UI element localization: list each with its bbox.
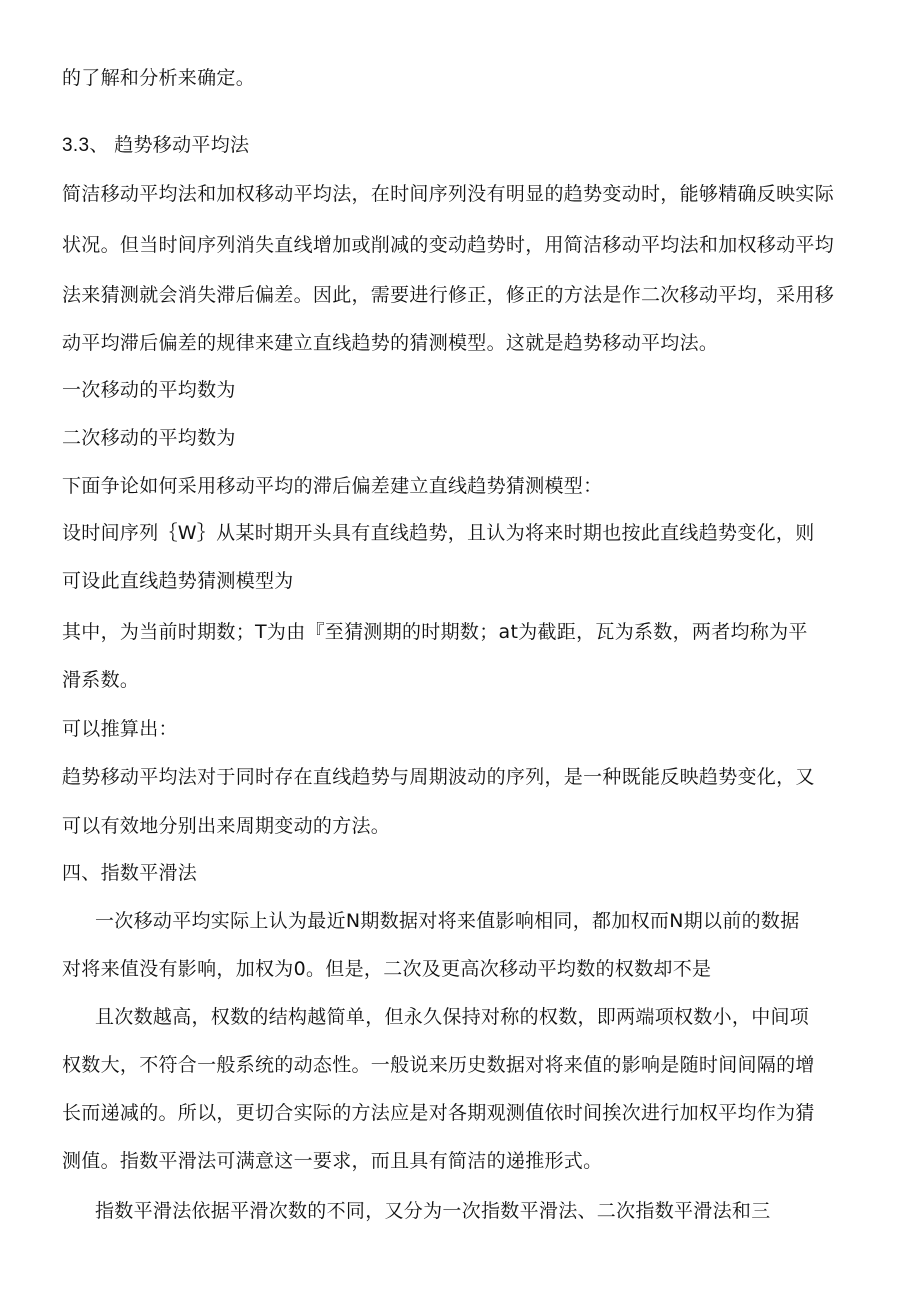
- paragraph-line: 滑系数。: [62, 669, 140, 691]
- paragraph-line: 可以推算出：: [62, 718, 178, 740]
- paragraph-line: 可设此直线趋势猜测模型为: [62, 570, 294, 592]
- paragraph-line: 法来猜测就会消失滞后偏差。因此，需要进行修正，修正的方法是作二次移动平均，采用移: [62, 284, 835, 306]
- paragraph-line: 二次移动的平均数为: [62, 427, 236, 449]
- paragraph-line: 且次数越高，权数的结构越简单，但永久保持对称的权数，即两端项权数小，中间项: [95, 1006, 810, 1028]
- paragraph-line: 趋势移动平均法对于同时存在直线趋势与周期波动的序列，是一种既能反映趋势变化，又: [62, 766, 815, 788]
- paragraph-line: 对将来值没有影响，加权为0。但是，二次及更高次移动平均数的权数却不是: [62, 958, 712, 980]
- paragraph-line: 状况。但当时间序列消失直线增加或削减的变动趋势时，用简洁移动平均法和加权移动平均: [62, 234, 835, 256]
- paragraph-line: 测值。指数平滑法可满意这一要求，而且具有简洁的递推形式。: [62, 1150, 603, 1172]
- paragraph-line: 动平均滞后偏差的规律来建立直线趋势的猜测模型。这就是趋势移动平均法。: [62, 332, 719, 354]
- paragraph-line: 一次移动的平均数为: [62, 379, 236, 401]
- paragraph-line: 的了解和分析来确定。: [62, 67, 256, 89]
- section-heading: 3.3、 趋势移动平均法: [62, 135, 250, 156]
- paragraph-line: 设时间序列｛W｝从某时期开头具有直线趋势，且认为将来时期也按此直线趋势变化，则: [62, 522, 815, 544]
- paragraph-line: 一次移动平均实际上认为最近N期数据对将来值影响相同，都加权而N期以前的数据: [95, 910, 800, 932]
- paragraph-line: 可以有效地分别出来周期变动的方法。: [62, 815, 391, 837]
- paragraph-line: 其中，为当前时期数；T为由『至猜测期的时期数；at为截距，瓦为系数，两者均称为平: [62, 621, 808, 643]
- paragraph-line: 下面争论如何采用移动平均的滞后偏差建立直线趋势猜测模型：: [62, 475, 603, 497]
- section-heading: 四、指数平滑法: [62, 862, 198, 884]
- paragraph-line: 权数大，不符合一般系统的动态性。一般说来历史数据对将来值的影响是随时间间隔的增: [62, 1054, 815, 1076]
- paragraph-line: 指数平滑法依据平滑次数的不同，又分为一次指数平滑法、二次指数平滑法和三: [95, 1200, 771, 1222]
- paragraph-line: 简洁移动平均法和加权移动平均法，在时间序列没有明显的趋势变动时，能够精确反映实际: [62, 183, 835, 205]
- paragraph-line: 长而递减的。所以，更切合实际的方法应是对各期观测值依时间挨次进行加权平均作为猜: [62, 1102, 815, 1124]
